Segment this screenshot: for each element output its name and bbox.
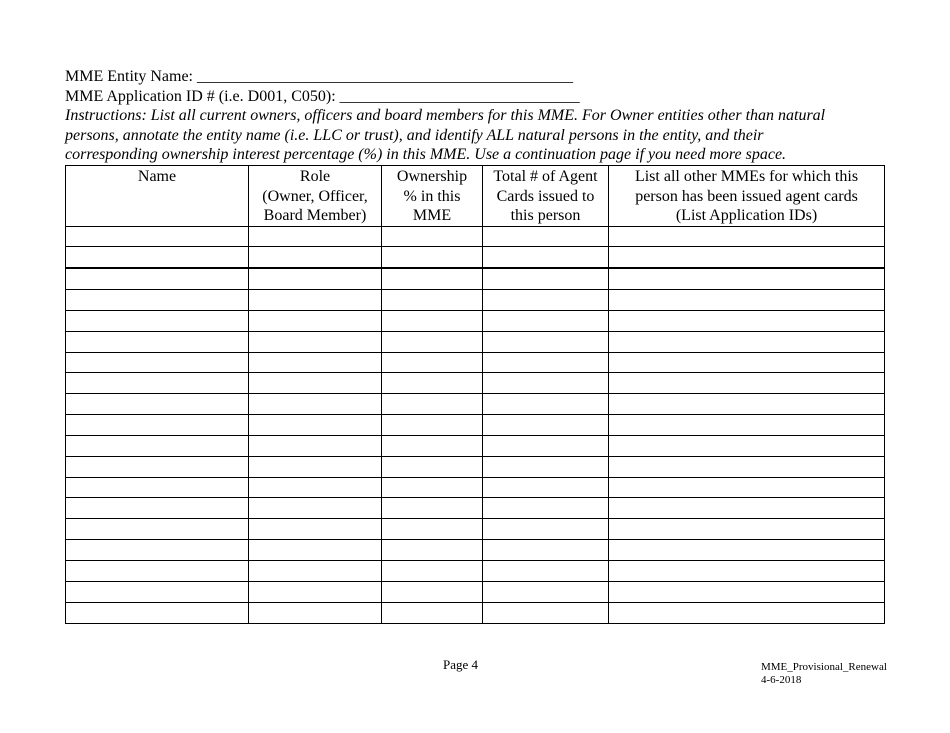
cell-role[interactable] bbox=[249, 477, 382, 498]
cell-ownership[interactable] bbox=[382, 310, 483, 331]
cell-ownership[interactable] bbox=[382, 226, 483, 247]
table-row bbox=[66, 352, 885, 373]
cell-agent-cards[interactable] bbox=[483, 561, 609, 582]
cell-role[interactable] bbox=[249, 561, 382, 582]
cell-name[interactable] bbox=[66, 602, 249, 623]
table-row bbox=[66, 561, 885, 582]
cell-name[interactable] bbox=[66, 352, 249, 373]
cell-ownership[interactable] bbox=[382, 519, 483, 540]
table-row bbox=[66, 477, 885, 498]
cell-other-mmes[interactable] bbox=[609, 226, 885, 247]
cell-name[interactable] bbox=[66, 310, 249, 331]
cell-agent-cards[interactable] bbox=[483, 373, 609, 394]
cell-other-mmes[interactable] bbox=[609, 561, 885, 582]
document-date: 4-6-2018 bbox=[761, 674, 802, 686]
cell-name[interactable] bbox=[66, 581, 249, 602]
cell-role[interactable] bbox=[249, 415, 382, 436]
table-row bbox=[66, 226, 885, 247]
cell-role[interactable] bbox=[249, 310, 382, 331]
table-row bbox=[66, 602, 885, 623]
cell-agent-cards[interactable] bbox=[483, 226, 609, 247]
cell-ownership[interactable] bbox=[382, 394, 483, 415]
cell-ownership[interactable] bbox=[382, 268, 483, 289]
cell-ownership[interactable] bbox=[382, 477, 483, 498]
table-row bbox=[66, 310, 885, 331]
cell-agent-cards[interactable] bbox=[483, 268, 609, 289]
cell-agent-cards[interactable] bbox=[483, 290, 609, 311]
cell-name[interactable] bbox=[66, 247, 249, 268]
cell-role[interactable] bbox=[249, 435, 382, 456]
cell-name[interactable] bbox=[66, 498, 249, 519]
cell-name[interactable] bbox=[66, 540, 249, 561]
cell-agent-cards[interactable] bbox=[483, 456, 609, 477]
cell-other-mmes[interactable] bbox=[609, 415, 885, 436]
cell-other-mmes[interactable] bbox=[609, 540, 885, 561]
cell-role[interactable] bbox=[249, 331, 382, 352]
cell-agent-cards[interactable] bbox=[483, 247, 609, 268]
cell-ownership[interactable] bbox=[382, 373, 483, 394]
table-row bbox=[66, 519, 885, 540]
cell-other-mmes[interactable] bbox=[609, 602, 885, 623]
table-header-row bbox=[66, 166, 885, 227]
table-row bbox=[66, 394, 885, 415]
column-header-name: Name bbox=[66, 166, 249, 227]
cell-name[interactable] bbox=[66, 477, 249, 498]
table-row bbox=[66, 540, 885, 561]
cell-role[interactable] bbox=[249, 373, 382, 394]
document-name: MME_Provisional_Renewal bbox=[761, 661, 887, 673]
cell-other-mmes[interactable] bbox=[609, 331, 885, 352]
ownership-table bbox=[65, 165, 885, 624]
cell-other-mmes[interactable] bbox=[609, 581, 885, 602]
cell-role[interactable] bbox=[249, 247, 382, 268]
cell-name[interactable] bbox=[66, 456, 249, 477]
cell-ownership[interactable] bbox=[382, 581, 483, 602]
cell-agent-cards[interactable] bbox=[483, 477, 609, 498]
entity-name-field[interactable]: MME Entity Name: _______________________________________________ bbox=[65, 68, 573, 85]
cell-name[interactable] bbox=[66, 268, 249, 289]
cell-other-mmes[interactable] bbox=[609, 373, 885, 394]
table-row bbox=[66, 268, 885, 289]
cell-role[interactable] bbox=[249, 581, 382, 602]
cell-name[interactable] bbox=[66, 290, 249, 311]
cell-name[interactable] bbox=[66, 561, 249, 582]
cell-agent-cards[interactable] bbox=[483, 581, 609, 602]
cell-role[interactable] bbox=[249, 290, 382, 311]
application-id-field[interactable]: MME Application ID # (i.e. D001, C050): ______________________________ bbox=[65, 87, 580, 105]
table-row bbox=[66, 373, 885, 394]
cell-role[interactable] bbox=[249, 226, 382, 247]
cell-agent-cards[interactable] bbox=[483, 498, 609, 519]
instructions-text: Instructions: List all current owners, officers and board members for this MME. For Owner entities other than natural persons, annotate the entity name (i.e. LLC or trust), and identify ALL natural persons in the entity, and their corresponding ownership interest percentage (%) in this MME. Use a continuation page if you need more space. bbox=[65, 107, 826, 163]
cell-ownership[interactable] bbox=[382, 435, 483, 456]
cell-name[interactable] bbox=[66, 331, 249, 352]
cell-other-mmes[interactable] bbox=[609, 310, 885, 331]
cell-ownership[interactable] bbox=[382, 602, 483, 623]
cell-name[interactable] bbox=[66, 226, 249, 247]
cell-agent-cards[interactable] bbox=[483, 540, 609, 561]
cell-ownership[interactable] bbox=[382, 247, 483, 268]
table-row bbox=[66, 247, 885, 268]
cell-role[interactable] bbox=[249, 352, 382, 373]
table-row bbox=[66, 331, 885, 352]
cell-other-mmes[interactable] bbox=[609, 352, 885, 373]
table-row bbox=[66, 415, 885, 436]
cell-role[interactable] bbox=[249, 498, 382, 519]
cell-ownership[interactable] bbox=[382, 456, 483, 477]
table-row bbox=[66, 581, 885, 602]
cell-agent-cards[interactable] bbox=[483, 310, 609, 331]
cell-role[interactable] bbox=[249, 540, 382, 561]
cell-agent-cards[interactable] bbox=[483, 331, 609, 352]
cell-other-mmes[interactable] bbox=[609, 268, 885, 289]
page-number: Page 4 bbox=[443, 657, 479, 672]
cell-ownership[interactable] bbox=[382, 352, 483, 373]
cell-other-mmes[interactable] bbox=[609, 498, 885, 519]
cell-agent-cards[interactable] bbox=[483, 415, 609, 436]
table-body bbox=[66, 226, 885, 623]
column-header-role: Role (Owner, Officer, Board Member) bbox=[249, 166, 382, 227]
cell-role[interactable] bbox=[249, 519, 382, 540]
cell-name[interactable] bbox=[66, 415, 249, 436]
cell-other-mmes[interactable] bbox=[609, 477, 885, 498]
cell-agent-cards[interactable] bbox=[483, 519, 609, 540]
cell-other-mmes[interactable] bbox=[609, 435, 885, 456]
cell-other-mmes[interactable] bbox=[609, 456, 885, 477]
table-row bbox=[66, 498, 885, 519]
cell-other-mmes[interactable] bbox=[609, 290, 885, 311]
cell-ownership[interactable] bbox=[382, 415, 483, 436]
cell-other-mmes[interactable] bbox=[609, 247, 885, 268]
cell-ownership[interactable] bbox=[382, 290, 483, 311]
cell-agent-cards[interactable] bbox=[483, 602, 609, 623]
cell-ownership[interactable] bbox=[382, 540, 483, 561]
form-header bbox=[65, 67, 895, 165]
cell-agent-cards[interactable] bbox=[483, 435, 609, 456]
cell-agent-cards[interactable] bbox=[483, 394, 609, 415]
cell-role[interactable] bbox=[249, 394, 382, 415]
cell-other-mmes[interactable] bbox=[609, 394, 885, 415]
cell-ownership[interactable] bbox=[382, 331, 483, 352]
cell-name[interactable] bbox=[66, 435, 249, 456]
cell-ownership[interactable] bbox=[382, 561, 483, 582]
cell-role[interactable] bbox=[249, 456, 382, 477]
document-footer bbox=[761, 661, 887, 687]
column-header-agent-cards: Total # of Agent Cards issued to this person bbox=[483, 166, 609, 227]
cell-ownership[interactable] bbox=[382, 498, 483, 519]
table-row bbox=[66, 456, 885, 477]
cell-role[interactable] bbox=[249, 268, 382, 289]
cell-name[interactable] bbox=[66, 373, 249, 394]
cell-other-mmes[interactable] bbox=[609, 519, 885, 540]
table-row bbox=[66, 435, 885, 456]
cell-agent-cards[interactable] bbox=[483, 352, 609, 373]
cell-name[interactable] bbox=[66, 394, 249, 415]
cell-role[interactable] bbox=[249, 602, 382, 623]
column-header-ownership: Ownership % in this MME bbox=[382, 166, 483, 227]
column-header-other-mmes: List all other MMEs for which this person has been issued agent cards (List Application IDs) bbox=[609, 166, 885, 227]
cell-name[interactable] bbox=[66, 519, 249, 540]
table-row bbox=[66, 290, 885, 311]
